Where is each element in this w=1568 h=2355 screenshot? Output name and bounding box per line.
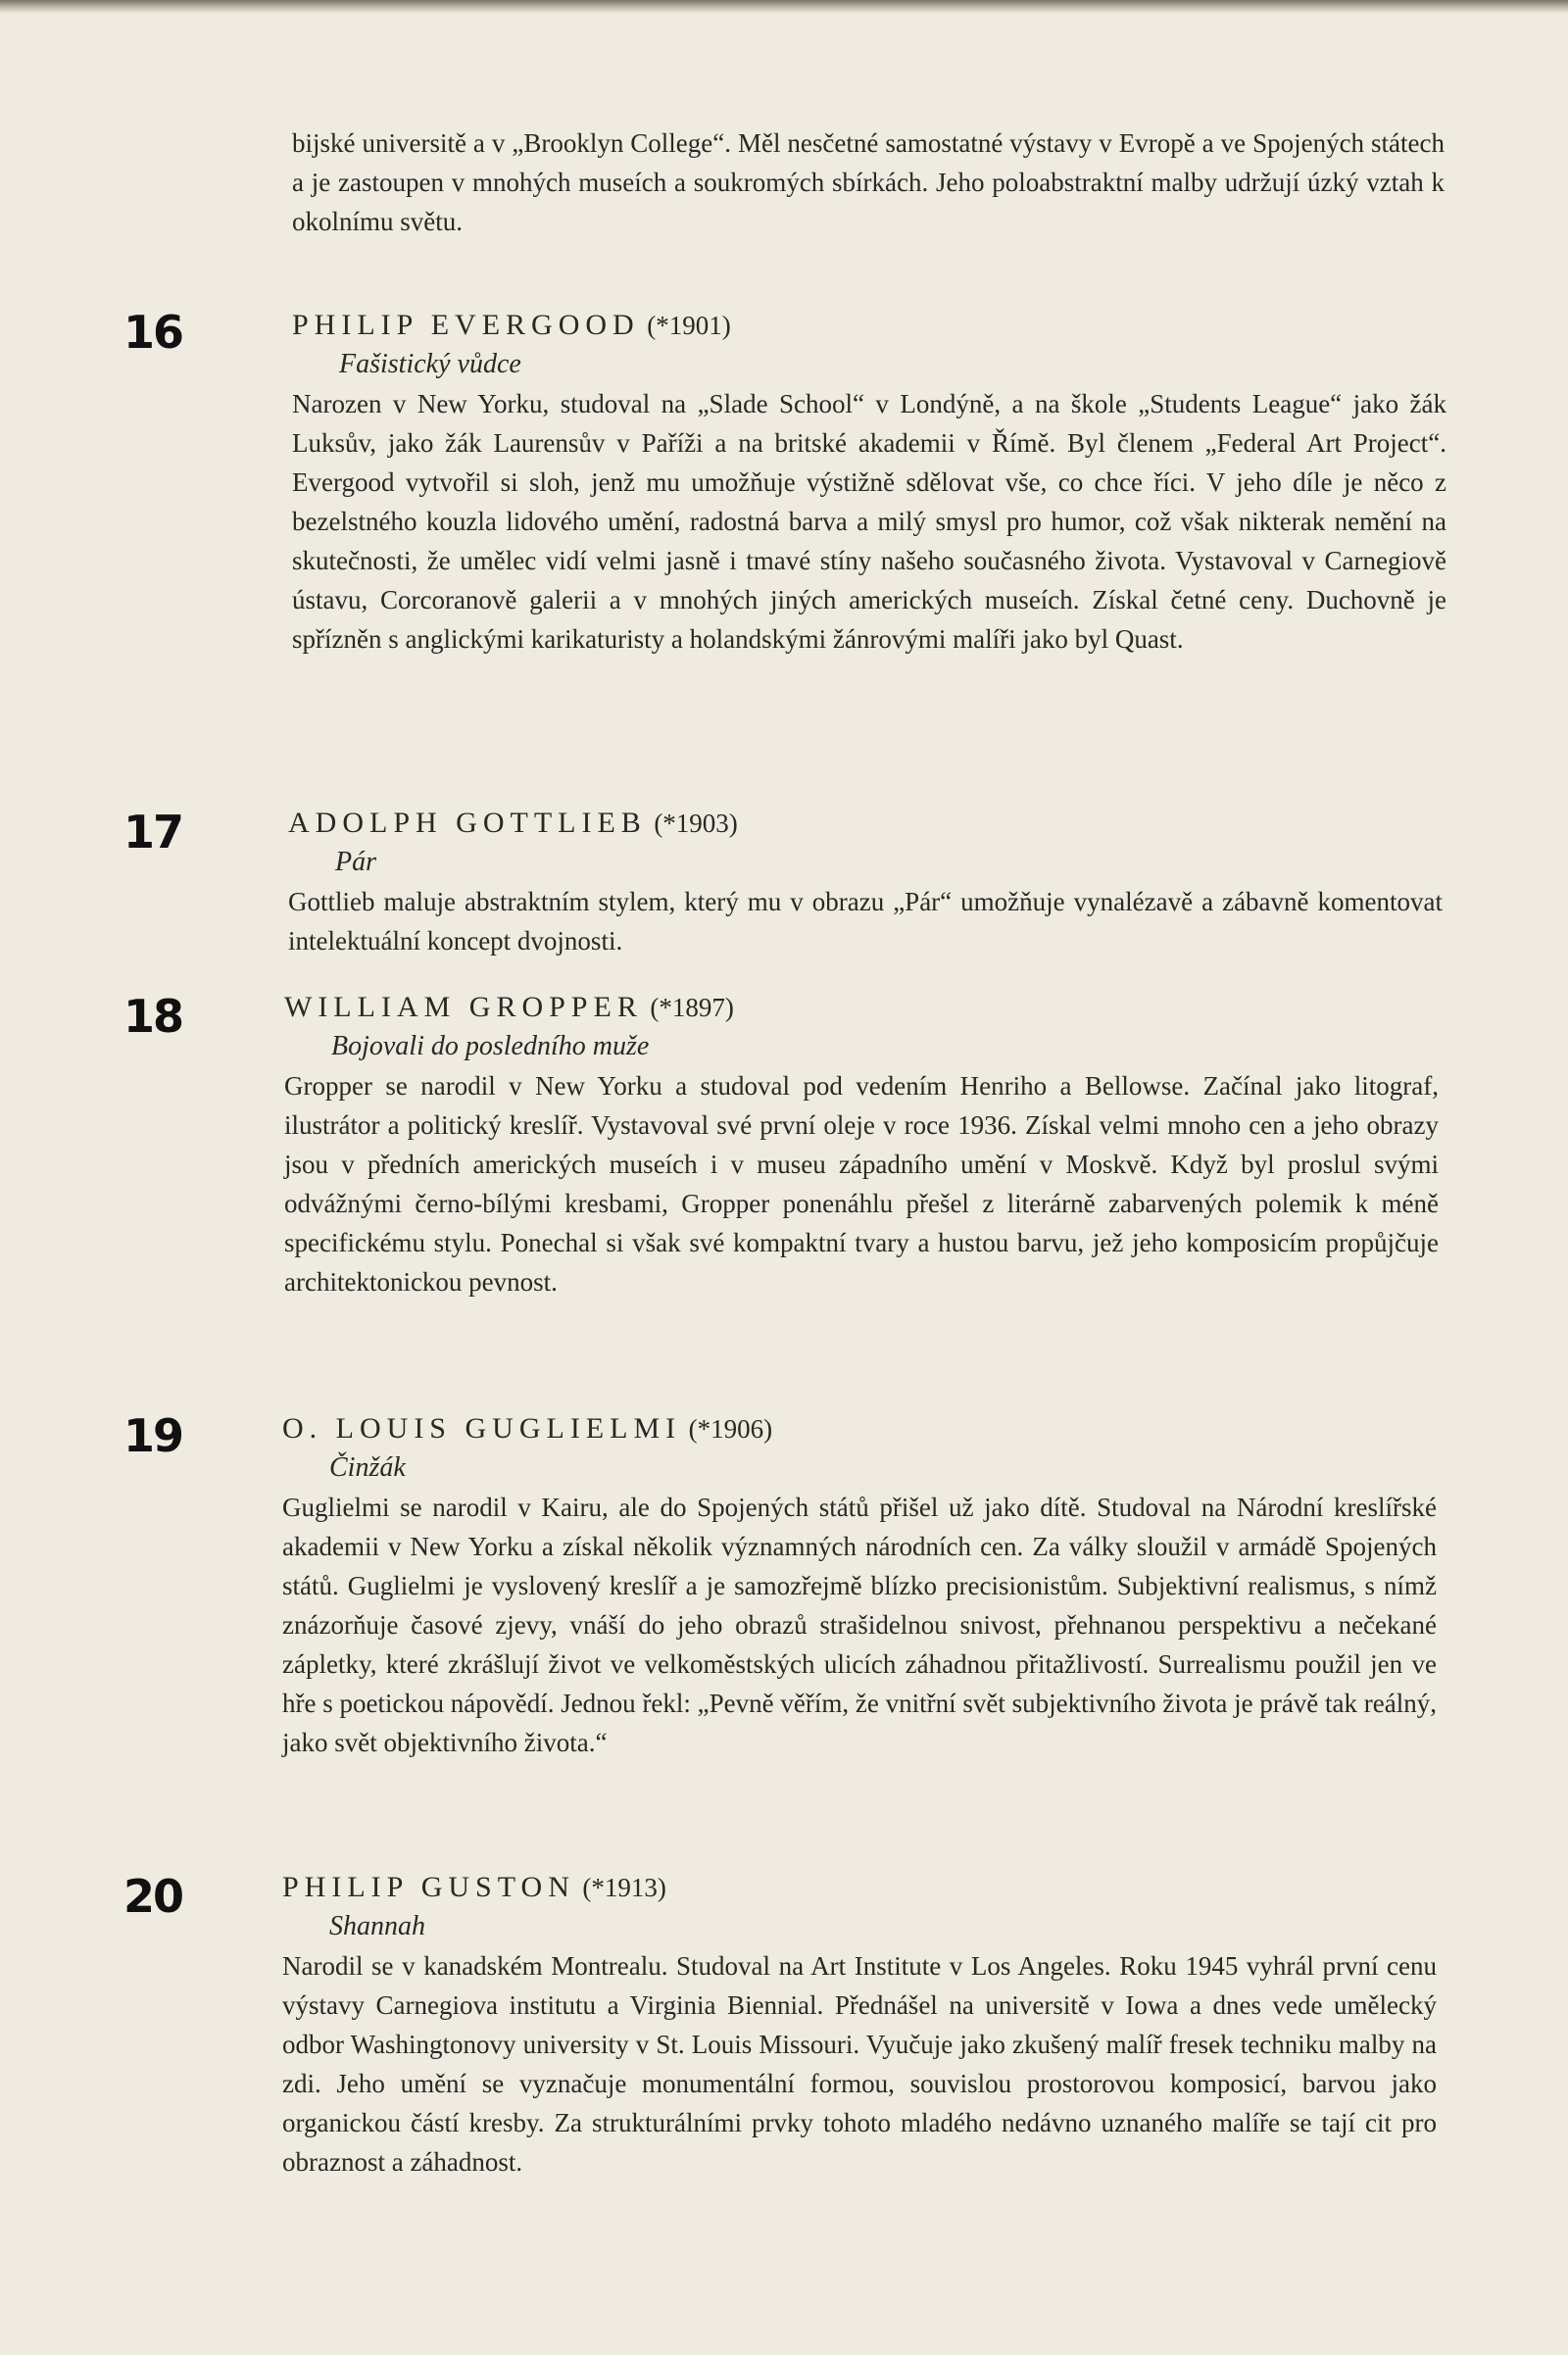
entry-heading bbox=[282, 1868, 1437, 1907]
entry-heading bbox=[282, 1409, 1437, 1448]
entry-number: 19 bbox=[123, 1409, 183, 1462]
artist-name: O. LOUIS GUGLIELMI bbox=[282, 1412, 682, 1445]
artist-birth-year: (*1906) bbox=[688, 1414, 773, 1444]
entry-heading bbox=[292, 306, 1446, 345]
entry-heading bbox=[288, 804, 1443, 843]
entry-number: 17 bbox=[123, 806, 183, 859]
intro-paragraph: bijské universitě a v „Brooklyn College“. Měl nesčetné samostatné výstavy v Evropě a ve Spojených státech a je zastoupen v mnohých museích a soukromých sbírkách. Jeho poloabstraktní malby udržují úzký vztah k okolnímu světu. bbox=[292, 128, 1445, 236]
artwork-title: Shannah bbox=[329, 1911, 425, 1941]
artist-name: ADOLPH GOTTLIEB bbox=[288, 807, 647, 839]
entry-heading bbox=[284, 988, 1439, 1027]
artist-name: PHILIP EVERGOOD bbox=[292, 309, 640, 341]
artist-biography: Gropper se narodil v New Yorku a studoval pod vedením Henriho a Bellowse. Začínal jako litograf, ilustrátor a politický kreslíř. Vystavoval své první oleje v roce 1936. Získal velmi mnoho cen a jeho obrazy jsou v předních amerických museích i v museu západního umění v Moskvě. Když byl proslul svými odvážnými černo-bílými kresbami, Gropper ponenáhlu přešel z literárně zabarvených polemik k méně specifickému stylu. Ponechal si však své kompaktní tvary a hustou barvu, jež jeho komposicím propůjčuje architektonickou pevnost. bbox=[284, 1071, 1439, 1297]
artist-name: PHILIP GUSTON bbox=[282, 1871, 575, 1903]
artist-biography: Gottlieb maluje abstraktním stylem, který mu v obrazu „Pár“ umožňuje vynalézavě a zábavně komentovat intelektuální koncept dvojnosti. bbox=[288, 887, 1443, 956]
artist-birth-year: (*1903) bbox=[654, 809, 738, 838]
artist-birth-year: (*1897) bbox=[650, 993, 734, 1022]
entry-number: 18 bbox=[123, 990, 183, 1043]
entry-number: 16 bbox=[123, 306, 183, 359]
artist-biography: Narodil se v kanadském Montrealu. Studoval na Art Institute v Los Angeles. Roku 1945 vyhrál první cenu výstavy Carnegiova institutu a Virginia Biennial. Přednášel na universitě v Iowa a dnes vede umělecký odbor Washingtonovy university v St. Louis Missouri. Vyučuje jako zkušený malíř fresek techniku malby na zdi. Jeho umění se vyznačuje monumentální formou, souvislou prostorovou komposicí, barvou jako organickou částí kresby. Za strukturálními prvky tohoto mladého nedávno uznaného malíře se tají cit pro obraznost a záhadnost. bbox=[282, 1951, 1437, 2177]
artwork-title: Pár bbox=[335, 847, 376, 877]
page-top-edge bbox=[0, 0, 1568, 14]
artwork-title: Činžák bbox=[329, 1452, 406, 1483]
artist-biography: Narozen v New Yorku, studoval na „Slade School“ v Londýně, a na škole „Students League“ jako žák Luksův, jako žák Laurensův v Paříži a na britské akademii v Římě. Byl členem „Federal Art Project“. Evergood vytvořil si sloh, jenž mu umožňuje výstižně sdělovat vše, co chce říci. V jeho díle je něco z bezelstného kouzla lidového umění, radostná barva a milý smysl pro humor, což však nikterak nemění na skutečnosti, že umělec vidí velmi jasně i tmavé stíny našeho současného života. Vystavoval v Carnegiově ústavu, Corcoranově galerii a v mnohých jiných amerických museích. Získal četné ceny. Duchovně je spřízněn s anglickými karikaturisty a holandskými žánrovými malíři jako byl Quast. bbox=[292, 389, 1446, 654]
artwork-title: Fašistický vůdce bbox=[339, 349, 521, 379]
artist-birth-year: (*1913) bbox=[582, 1873, 666, 1902]
artist-biography: Guglielmi se narodil v Kairu, ale do Spojených států přišel už jako dítě. Studoval na Národní kreslířské akademii v New Yorku a získal několik významných národních cen. Za války sloužil v armádě Spojených států. Guglielmi je vyslovený kreslíř a je samozřejmě blízko precisionistům. Subjektivní realismus, s nímž znázorňuje časové zjevy, vnáší do jeho obrazů strašidelnou snivost, přehnanou perspektivu a nečekané zápletky, které zkrášlují život ve velkoměstských ulicích záhadnou přitažlivostí. Surrealismu použil jen ve hře s poetickou nápovědí. Jednou řekl: „Pevně věřím, že vnitřní svět subjektivního života je právě tak reálný, jako svět objektivního života.“ bbox=[282, 1493, 1437, 1757]
artwork-title: Bojovali do posledního muže bbox=[331, 1031, 650, 1061]
artist-name: WILLIAM GROPPER bbox=[284, 991, 643, 1023]
artist-birth-year: (*1901) bbox=[647, 311, 731, 340]
entry-number: 20 bbox=[123, 1870, 183, 1923]
